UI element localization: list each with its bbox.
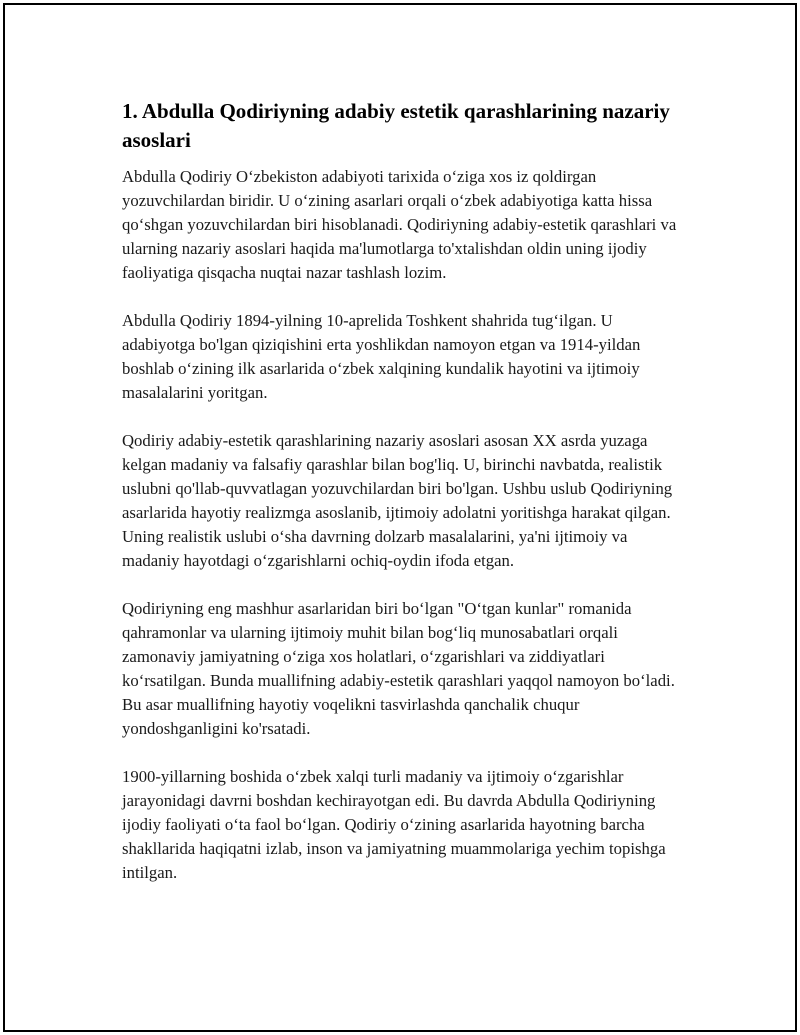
- paragraph-2: Abdulla Qodiriy 1894-yilning 10-aprelida Toshkent shahrida tug‘ilgan. U adabiyotga bo'lgan qiziqishini erta yoshlikdan namoyon etgan va 1914-yildan boshlab o‘zining ilk asarlarida o‘zbek xalqining kundalik hayotini va ijtimoiy masalalarini yoritgan.: [122, 311, 641, 402]
- paragraph-1: Abdulla Qodiriy O‘zbekiston adabiyoti tarixida o‘ziga xos iz qoldirgan yozuvchilardan biridir. U o‘zining asarlari orqali o‘zbek adabiyotiga katta hissa qo‘shgan yozuvchilardan biri hisoblanadi. Qodiriyning adabiy-estetik qarashlari va ularning nazariy asoslari haqida ma'lumotlarga to'xtalishdan oldin uning ijodiy faoliyatiga qisqacha nuqtai nazar tashlash lozim.: [122, 167, 677, 282]
- section-title: 1. Abdulla Qodiriyning adabiy estetik qarashlarining nazariy asoslari: [122, 99, 670, 152]
- paragraph-3: Qodiriy adabiy-estetik qarashlarining nazariy asoslari asosan XX asrda yuzaga kelgan madaniy va falsafiy qarashlar bilan bog'liq. U, birinchi navbatda, realistik uslubni qo'llab-quvvatlagan yozuvchilardan biri bo'lgan. Ushbu uslub Qodiriyning asarlarida hayotiy realizmga asoslanib, ijtimoiy adolatni yoritishga harakat qilgan. Uning realistik uslubi o‘sha davrning dolzarb masalalarini, ya'ni ijtimoiy va madaniy hayotdagi o‘zgarishlarni ochiq-oydin ifoda etgan.: [122, 431, 673, 570]
- paragraph-5: 1900-yillarning boshida o‘zbek xalqi turli madaniy va ijtimoiy o‘zgarishlar jarayonidagi davrni boshdan kechirayotgan edi. Bu davrda Abdulla Qodiriyning ijodiy faoliyati o‘ta faol bo‘lgan. Qodiriy o‘zining asarlarida hayotning barcha shakllarida haqiqatni izlab, inson va jamiyatning muammolariga yechim topishga intilgan.: [122, 767, 666, 882]
- page-frame: [3, 3, 797, 1032]
- document-body: [122, 97, 687, 909]
- paragraph-4: Qodiriyning eng mashhur asarlaridan biri bo‘lgan "O‘tgan kunlar" romanida qahramonlar va ularning ijtimoiy muhit bilan bog‘liq munosabatlari orqali zamonaviy jamiyatning o‘ziga xos holatlari, o‘zgarishlari va ziddiyatlari ko‘rsatilgan. Bunda muallifning adabiy-estetik qarashlari yaqqol namoyon bo‘ladi. Bu asar muallifning hayotiy voqelikni tasvirlashda qanchalik chuqur yondoshganligini ko'rsatadi.: [122, 599, 675, 738]
